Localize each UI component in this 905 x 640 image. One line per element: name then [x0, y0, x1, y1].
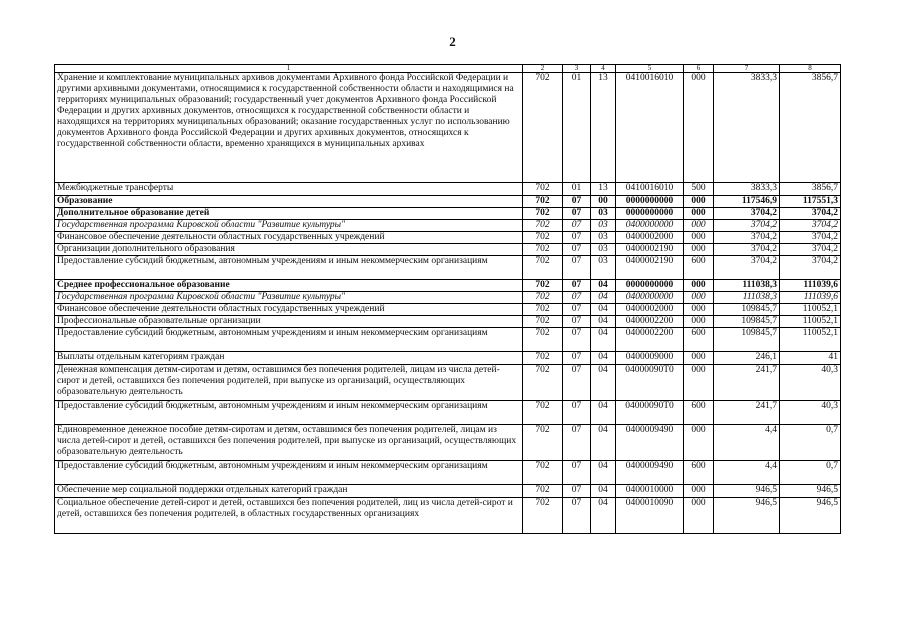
ministry-code-cell: 702	[523, 365, 563, 401]
ministry-code-cell: 702	[523, 485, 563, 498]
column-number: 8	[780, 65, 841, 73]
expense-type-code-cell: 000	[684, 365, 714, 401]
amount-year-2-cell: 3704,2	[780, 256, 841, 280]
row-name-cell: Единовременное денежное пособие детям-сиротам и детям, оставшимся без попечения родителей, лицам из числа детей-сирот и детей, оставшихся без попечения родителей, при выпуске из организаций, осуществляющих образовательную деятельность	[55, 425, 523, 461]
table-row	[55, 316, 841, 328]
subsection-code-cell: 13	[591, 183, 616, 196]
section-code-cell: 07	[563, 401, 591, 425]
target-item-code-cell: 0400002200	[616, 316, 684, 328]
target-item-code-cell: 0400002000	[616, 304, 684, 316]
ministry-code-cell: 702	[523, 220, 563, 232]
ministry-code-cell: 702	[523, 461, 563, 485]
section-code-cell: 07	[563, 352, 591, 365]
row-name-cell: Межбюджетные трансферты	[55, 183, 523, 196]
amount-year-2-cell: 110052,1	[780, 304, 841, 316]
amount-year-1-cell: 109845,7	[714, 328, 780, 352]
target-item-code-cell: 0000000000	[616, 280, 684, 292]
subsection-code-cell: 04	[591, 280, 616, 292]
expense-type-code-cell: 000	[684, 232, 714, 244]
subsection-code-cell: 04	[591, 485, 616, 498]
expense-type-code-cell: 500	[684, 183, 714, 196]
ministry-code-cell: 702	[523, 280, 563, 292]
subsection-code-cell: 04	[591, 304, 616, 316]
target-item-code-cell: 0000000000	[616, 208, 684, 220]
table-row	[55, 328, 841, 352]
ministry-code-cell: 702	[523, 73, 563, 183]
row-name-cell: Образование	[55, 196, 523, 208]
subsection-code-cell: 03	[591, 220, 616, 232]
target-item-code-cell: 0000000000	[616, 196, 684, 208]
section-code-cell: 07	[563, 365, 591, 401]
section-code-cell: 01	[563, 183, 591, 196]
ministry-code-cell: 702	[523, 256, 563, 280]
section-code-cell: 07	[563, 220, 591, 232]
column-number: 3	[563, 65, 591, 73]
amount-year-1-cell: 946,5	[714, 485, 780, 498]
amount-year-1-cell: 3704,2	[714, 232, 780, 244]
expense-type-code-cell: 000	[684, 316, 714, 328]
ministry-code-cell: 702	[523, 183, 563, 196]
amount-year-1-cell: 241,7	[714, 401, 780, 425]
expense-type-code-cell: 000	[684, 280, 714, 292]
amount-year-1-cell: 241,7	[714, 365, 780, 401]
subsection-code-cell: 04	[591, 365, 616, 401]
section-code-cell: 07	[563, 461, 591, 485]
amount-year-2-cell: 40,3	[780, 365, 841, 401]
subsection-code-cell: 03	[591, 208, 616, 220]
ministry-code-cell: 702	[523, 304, 563, 316]
ministry-code-cell: 702	[523, 352, 563, 365]
amount-year-1-cell: 111038,3	[714, 280, 780, 292]
table-row	[55, 183, 841, 196]
amount-year-1-cell: 109845,7	[714, 316, 780, 328]
amount-year-1-cell: 3704,2	[714, 256, 780, 280]
row-name-cell: Дополнительное образование детей	[55, 208, 523, 220]
subsection-code-cell: 03	[591, 244, 616, 256]
amount-year-2-cell: 0,7	[780, 425, 841, 461]
section-code-cell: 07	[563, 316, 591, 328]
row-name-cell: Денежная компенсация детям-сиротам и детям, оставшимся без попечения родителей, лицам из числа детей-сирот и детей, оставшихся без попечения родителей, при выпуске из организаций, осуществляющих образовательную деятельность	[55, 365, 523, 401]
ministry-code-cell: 702	[523, 244, 563, 256]
table-row	[55, 425, 841, 461]
target-item-code-cell: 0400000000	[616, 292, 684, 304]
amount-year-2-cell: 3856,7	[780, 73, 841, 183]
table-row	[55, 498, 841, 534]
expense-type-code-cell: 000	[684, 304, 714, 316]
row-name-cell: Государственная программа Кировской области "Развитие культуры"	[55, 220, 523, 232]
amount-year-2-cell: 3704,2	[780, 232, 841, 244]
table-row	[55, 365, 841, 401]
table-row	[55, 208, 841, 220]
amount-year-2-cell: 110052,1	[780, 328, 841, 352]
amount-year-2-cell: 110052,1	[780, 316, 841, 328]
expense-type-code-cell: 000	[684, 208, 714, 220]
subsection-code-cell: 03	[591, 256, 616, 280]
column-number: 1	[55, 65, 523, 73]
section-code-cell: 07	[563, 208, 591, 220]
amount-year-2-cell: 3704,2	[780, 220, 841, 232]
target-item-code-cell: 0400002200	[616, 328, 684, 352]
amount-year-1-cell: 117546,9	[714, 196, 780, 208]
subsection-code-cell: 04	[591, 352, 616, 365]
row-name-cell: Социальное обеспечение детей-сирот и детей, оставшихся без попечения родителей, лиц из числа детей-сирот и детей, оставшихся без попечения родителей, в областных государственных организациях	[55, 498, 523, 534]
row-name-cell: Профессиональные образовательные организации	[55, 316, 523, 328]
section-code-cell: 07	[563, 244, 591, 256]
amount-year-1-cell: 3704,2	[714, 220, 780, 232]
column-number: 2	[523, 65, 563, 73]
expense-type-code-cell: 000	[684, 244, 714, 256]
subsection-code-cell: 04	[591, 425, 616, 461]
row-name-cell: Организации дополнительного образования	[55, 244, 523, 256]
table-row	[55, 304, 841, 316]
row-name-cell: Финансовое обеспечение деятельности областных государственных учреждений	[55, 232, 523, 244]
section-code-cell: 07	[563, 425, 591, 461]
row-name-cell: Среднее профессиональное образование	[55, 280, 523, 292]
section-code-cell: 07	[563, 498, 591, 534]
amount-year-1-cell: 946,5	[714, 498, 780, 534]
expense-type-code-cell: 600	[684, 328, 714, 352]
ministry-code-cell: 702	[523, 196, 563, 208]
table-row	[55, 280, 841, 292]
table-row	[55, 220, 841, 232]
table-row	[55, 244, 841, 256]
table-row	[55, 196, 841, 208]
amount-year-2-cell: 3704,2	[780, 244, 841, 256]
subsection-code-cell: 04	[591, 401, 616, 425]
table-row	[55, 461, 841, 485]
expense-type-code-cell: 000	[684, 196, 714, 208]
row-name-cell: Обеспечение мер социальной поддержки отдельных категорий граждан	[55, 485, 523, 498]
row-name-cell: Предоставление субсидий бюджетным, автономным учреждениям и иным некоммерческим организациям	[55, 256, 523, 280]
table-row	[55, 292, 841, 304]
column-number: 6	[684, 65, 714, 73]
section-code-cell: 07	[563, 256, 591, 280]
target-item-code-cell: 0400002190	[616, 244, 684, 256]
target-item-code-cell: 0400009490	[616, 461, 684, 485]
target-item-code-cell: 0400009000	[616, 352, 684, 365]
ministry-code-cell: 702	[523, 425, 563, 461]
row-name-cell: Хранение и комплектование муниципальных архивов документами Архивного фонда Российской Федерации и другими архивными документами, относящимися к государственной собственности области и находящимися на территориях муниципальных образований; государственный учет документов Архивного фонда Российской Федерации и других архивных документов, относящихся к государственной собственности области и находящихся на территориях муниципальных образований; оказание государственных услуг по использованию документов Архивного фонда Российской Федерации и других архивных документов, относящихся к государственной собственности области, временно хранящихся в муниципальных архивах	[55, 73, 523, 183]
section-code-cell: 07	[563, 485, 591, 498]
expense-type-code-cell: 600	[684, 401, 714, 425]
amount-year-1-cell: 4,4	[714, 425, 780, 461]
target-item-code-cell: 0400010090	[616, 498, 684, 534]
section-code-cell: 07	[563, 328, 591, 352]
column-number: 7	[714, 65, 780, 73]
section-code-cell: 07	[563, 280, 591, 292]
table-row	[55, 73, 841, 183]
ministry-code-cell: 702	[523, 328, 563, 352]
target-item-code-cell: 0410016010	[616, 183, 684, 196]
expense-type-code-cell: 000	[684, 498, 714, 534]
subsection-code-cell: 04	[591, 498, 616, 534]
row-name-cell: Предоставление субсидий бюджетным, автономным учреждениям и иным некоммерческим организациям	[55, 328, 523, 352]
ministry-code-cell: 702	[523, 208, 563, 220]
subsection-code-cell: 04	[591, 461, 616, 485]
subsection-code-cell: 04	[591, 328, 616, 352]
subsection-code-cell: 03	[591, 232, 616, 244]
ministry-code-cell: 702	[523, 401, 563, 425]
amount-year-1-cell: 3704,2	[714, 208, 780, 220]
amount-year-1-cell: 246,1	[714, 352, 780, 365]
budget-table	[54, 64, 841, 534]
amount-year-1-cell: 4,4	[714, 461, 780, 485]
amount-year-1-cell: 3833,3	[714, 73, 780, 183]
row-name-cell: Выплаты отдельным категориям граждан	[55, 352, 523, 365]
table-row	[55, 352, 841, 365]
expense-type-code-cell: 000	[684, 485, 714, 498]
amount-year-2-cell: 111039,6	[780, 280, 841, 292]
expense-type-code-cell: 000	[684, 352, 714, 365]
table-row	[55, 485, 841, 498]
amount-year-2-cell: 41	[780, 352, 841, 365]
section-code-cell: 07	[563, 232, 591, 244]
amount-year-1-cell: 111038,3	[714, 292, 780, 304]
table-row	[55, 232, 841, 244]
section-code-cell: 07	[563, 196, 591, 208]
expense-type-code-cell: 000	[684, 425, 714, 461]
section-code-cell: 07	[563, 292, 591, 304]
expense-type-code-cell: 000	[684, 292, 714, 304]
amount-year-1-cell: 3833,3	[714, 183, 780, 196]
amount-year-2-cell: 3704,2	[780, 208, 841, 220]
table-row	[55, 401, 841, 425]
amount-year-2-cell: 0,7	[780, 461, 841, 485]
column-number: 4	[591, 65, 616, 73]
row-name-cell: Финансовое обеспечение деятельности областных государственных учреждений	[55, 304, 523, 316]
target-item-code-cell: 04000090Т0	[616, 401, 684, 425]
amount-year-2-cell: 111039,6	[780, 292, 841, 304]
target-item-code-cell: 0410016010	[616, 73, 684, 183]
target-item-code-cell: 0400002000	[616, 232, 684, 244]
row-name-cell: Государственная программа Кировской области "Развитие культуры"	[55, 292, 523, 304]
amount-year-2-cell: 3856,7	[780, 183, 841, 196]
column-number: 5	[616, 65, 684, 73]
table-row	[55, 256, 841, 280]
ministry-code-cell: 702	[523, 316, 563, 328]
amount-year-2-cell: 117551,3	[780, 196, 841, 208]
subsection-code-cell: 13	[591, 73, 616, 183]
subsection-code-cell: 04	[591, 316, 616, 328]
ministry-code-cell: 702	[523, 292, 563, 304]
subsection-code-cell: 00	[591, 196, 616, 208]
target-item-code-cell: 0400002190	[616, 256, 684, 280]
target-item-code-cell: 04000090Т0	[616, 365, 684, 401]
target-item-code-cell: 0400000000	[616, 220, 684, 232]
column-number-row	[55, 65, 841, 73]
amount-year-2-cell: 40,3	[780, 401, 841, 425]
expense-type-code-cell: 600	[684, 461, 714, 485]
section-code-cell: 07	[563, 304, 591, 316]
row-name-cell: Предоставление субсидий бюджетным, автономным учреждениям и иным некоммерческим организациям	[55, 401, 523, 425]
target-item-code-cell: 0400009490	[616, 425, 684, 461]
row-name-cell: Предоставление субсидий бюджетным, автономным учреждениям и иным некоммерческим организациям	[55, 461, 523, 485]
expense-type-code-cell: 600	[684, 256, 714, 280]
target-item-code-cell: 0400010000	[616, 485, 684, 498]
page-number: 2	[449, 34, 456, 49]
expense-type-code-cell: 000	[684, 73, 714, 183]
amount-year-1-cell: 109845,7	[714, 304, 780, 316]
amount-year-1-cell: 3704,2	[714, 244, 780, 256]
section-code-cell: 01	[563, 73, 591, 183]
amount-year-2-cell: 946,5	[780, 485, 841, 498]
subsection-code-cell: 04	[591, 292, 616, 304]
expense-type-code-cell: 000	[684, 220, 714, 232]
amount-year-2-cell: 946,5	[780, 498, 841, 534]
ministry-code-cell: 702	[523, 232, 563, 244]
ministry-code-cell: 702	[523, 498, 563, 534]
